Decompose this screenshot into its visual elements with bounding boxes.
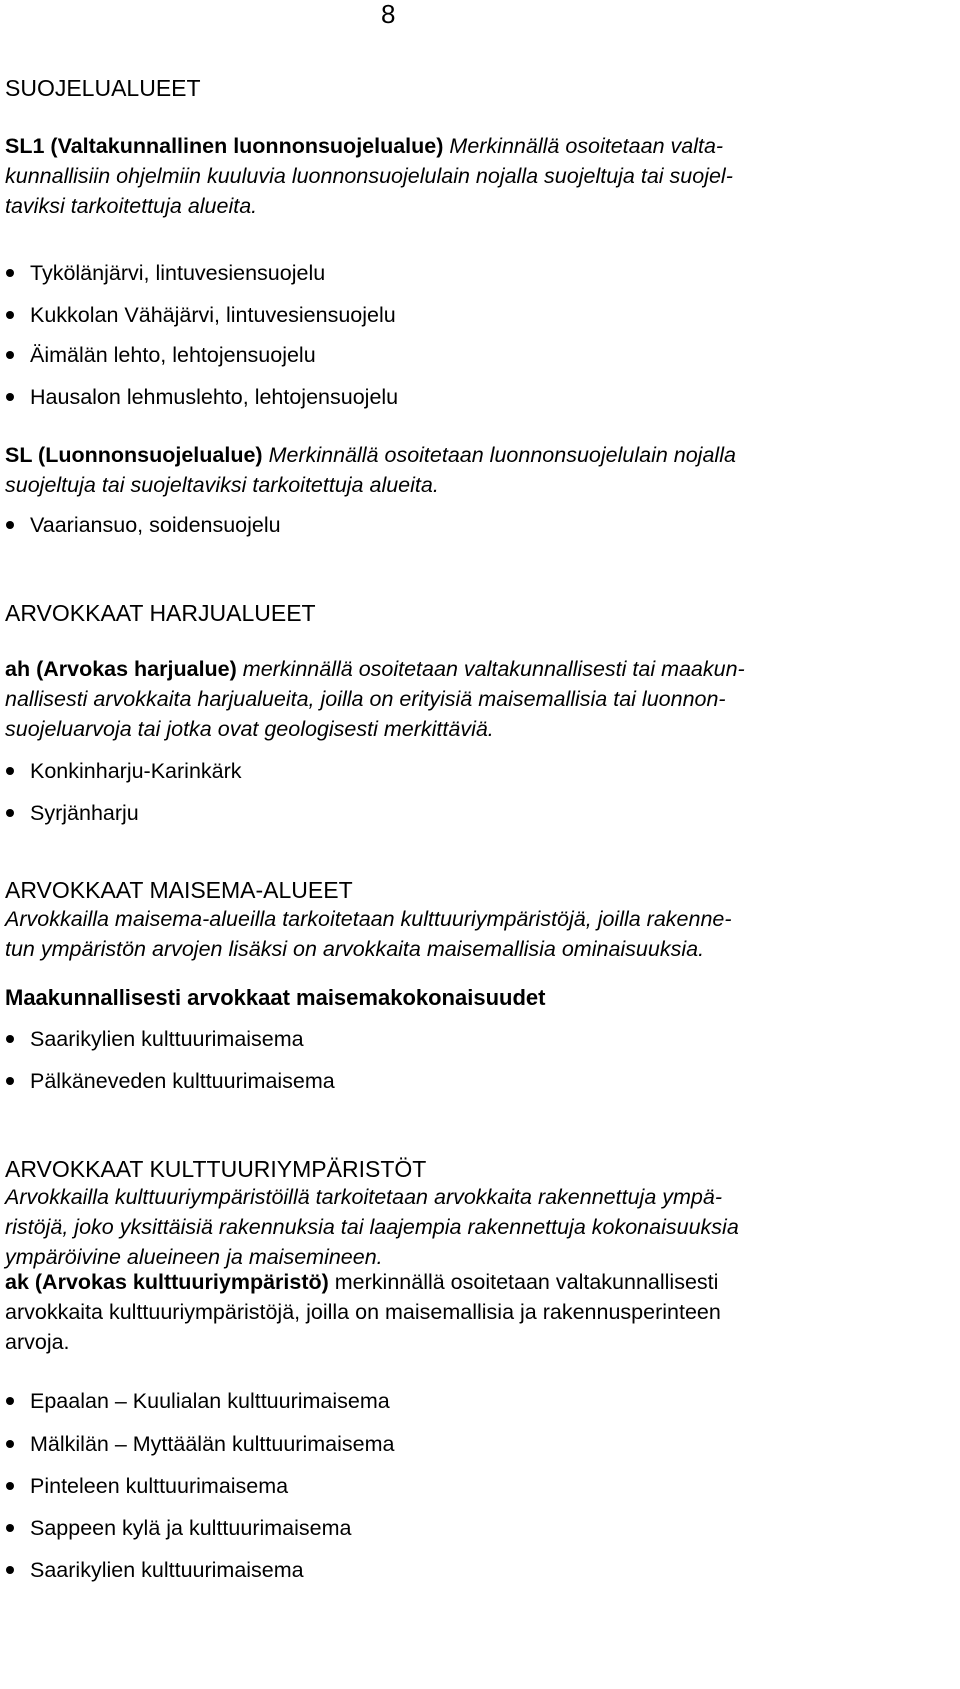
bullet-icon xyxy=(6,767,14,775)
bullet-icon xyxy=(6,1440,14,1448)
ah-paragraph xyxy=(5,654,950,744)
section-heading-harjualueet: ARVOKKAAT HARJUALUEET xyxy=(5,600,316,626)
ak-desc-line1: merkinnällä osoitetaan valtakunnallisesti xyxy=(334,1270,719,1294)
sl1-term: SL1 (Valtakunnallinen luonnonsuojelualue) xyxy=(5,134,444,158)
list-item: Epaalan – Kuulialan kulttuurimaisema xyxy=(5,1386,390,1416)
ah-desc-line2: nallisesti arvokkaita harjualueita, joilla on erityisiä maisemallisia tai luonnon- xyxy=(5,687,726,711)
bullet-icon xyxy=(6,269,14,277)
ah-desc-line1: merkinnällä osoitetaan valtakunnallisesti tai maakun- xyxy=(242,657,745,681)
sl1-desc-line1: Merkinnällä osoitetaan valta- xyxy=(449,134,724,158)
list-item: Kukkolan Vähäjärvi, lintuvesiensuojelu xyxy=(5,300,396,330)
ak-desc-line3: arvoja. xyxy=(5,1330,70,1354)
sl1-desc-line3: taviksi tarkoitettuja alueita. xyxy=(5,194,258,218)
sl1-desc-line2: kunnallisiin ohjelmiin kuuluvia luonnonsuojelulain nojalla suojeltuja tai suojel- xyxy=(5,164,733,188)
bullet-icon xyxy=(6,521,14,529)
ak-desc-line2: arvokkaita kulttuuriympäristöjä, joilla on maisemallisia ja rakennusperinteen xyxy=(5,1300,721,1324)
maisema-desc-line2: tun ympäristön arvojen lisäksi on arvokkaita maisemallisia ominaisuuksia. xyxy=(5,937,705,961)
bullet-icon xyxy=(6,1524,14,1532)
list-item: Tykölänjärvi, lintuvesiensuojelu xyxy=(5,258,325,288)
bullet-icon xyxy=(6,1566,14,1574)
sl-desc-line1: Merkinnällä osoitetaan luonnonsuojelulain nojalla xyxy=(268,443,736,467)
bullet-icon xyxy=(6,393,14,401)
section-heading-maisema: ARVOKKAAT MAISEMA-ALUEET xyxy=(5,877,353,903)
page-number: 8 xyxy=(381,0,396,29)
bullet-icon xyxy=(6,809,14,817)
ah-desc-line3: suojeluarvoja tai jotka ovat geologisesti merkittäviä. xyxy=(5,717,494,741)
list-item: Syrjänharju xyxy=(5,798,139,828)
list-item: Äimälän lehto, lehtojensuojelu xyxy=(5,340,316,370)
ak-paragraph xyxy=(5,1267,950,1357)
kulttuuri-desc-line1: Arvokkailla kulttuuriympäristöillä tarkoitetaan arvokkaita rakennettuja ympä- xyxy=(5,1185,722,1209)
list-item: Konkinharju-Karinkärk xyxy=(5,756,242,786)
ak-term: ak (Arvokas kulttuuriympäristö) xyxy=(5,1270,329,1294)
sl-term: SL (Luonnonsuojelualue) xyxy=(5,443,263,467)
maisema-subheading: Maakunnallisesti arvokkaat maisemakokonaisuudet xyxy=(5,985,546,1010)
list-item: Hausalon lehmuslehto, lehtojensuojelu xyxy=(5,382,398,412)
maisema-paragraph xyxy=(5,904,950,964)
bullet-icon xyxy=(6,1397,14,1405)
list-item: Saarikylien kulttuurimaisema xyxy=(5,1024,304,1054)
bullet-icon xyxy=(6,351,14,359)
list-item: Sappeen kylä ja kulttuurimaisema xyxy=(5,1513,351,1543)
list-item: Mälkilän – Myttäälän kulttuurimaisema xyxy=(5,1429,394,1459)
kulttuuri-desc-line3: ympäröivine alueineen ja maisemineen. xyxy=(5,1245,383,1269)
bullet-icon xyxy=(6,1077,14,1085)
section-heading-suojelualueet: SUOJELUALUEET xyxy=(5,75,201,101)
kulttuuri-paragraph xyxy=(5,1182,950,1272)
list-item: Pälkäneveden kulttuurimaisema xyxy=(5,1066,335,1096)
bullet-icon xyxy=(6,311,14,319)
list-item: Pinteleen kulttuurimaisema xyxy=(5,1471,288,1501)
bullet-icon xyxy=(6,1482,14,1490)
ah-term: ah (Arvokas harjualue) xyxy=(5,657,237,681)
sl-desc-line2: suojeltuja tai suojeltaviksi tarkoitettuja alueita. xyxy=(5,473,439,497)
list-item: Saarikylien kulttuurimaisema xyxy=(5,1555,304,1585)
sl-paragraph xyxy=(5,440,950,500)
maisema-desc-line1: Arvokkailla maisema-alueilla tarkoitetaan kulttuuriympäristöjä, joilla rakenne- xyxy=(5,907,732,931)
section-heading-kulttuuri: ARVOKKAAT KULTTUURIYMPÄRISTÖT xyxy=(5,1156,427,1182)
bullet-icon xyxy=(6,1035,14,1043)
list-item: Vaariansuo, soidensuojelu xyxy=(5,510,281,540)
kulttuuri-desc-line2: ristöjä, joko yksittäisiä rakennuksia tai laajempia rakennettuja kokonaisuuksia xyxy=(5,1215,739,1239)
sl1-paragraph xyxy=(5,131,950,221)
